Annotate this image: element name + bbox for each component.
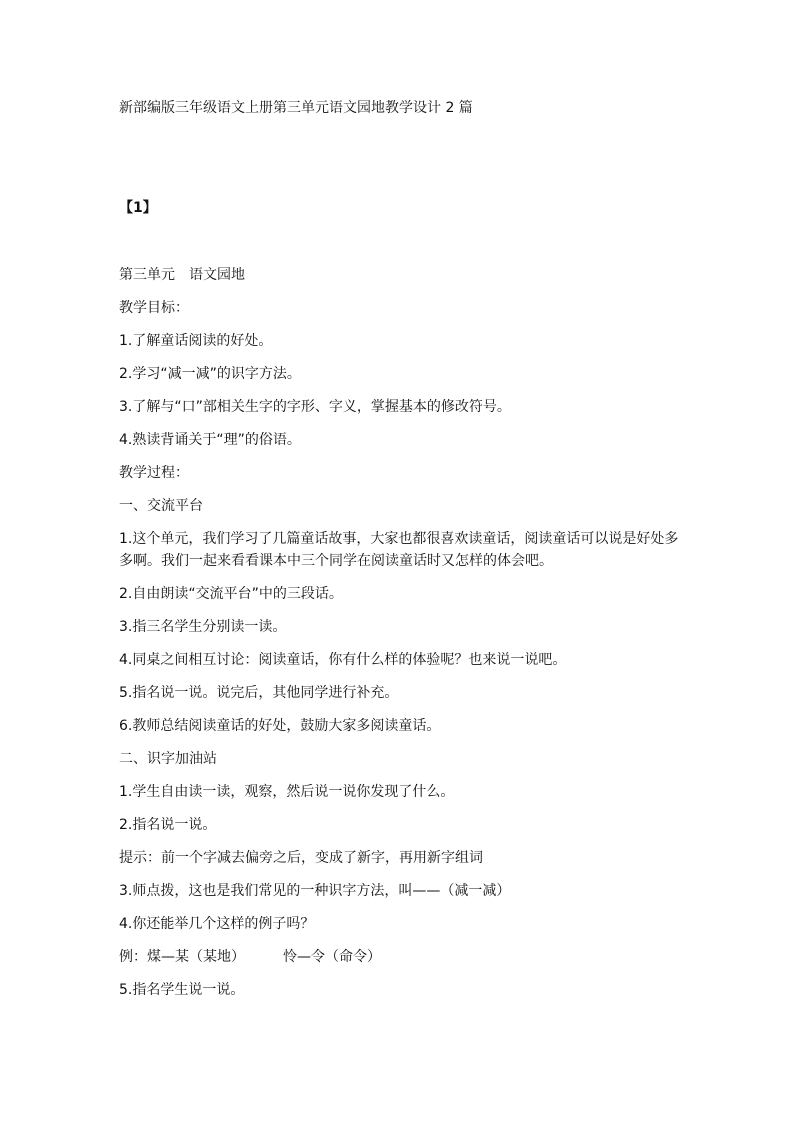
- part1-item: 2.自由朗读“交流平台”中的三段话。: [119, 586, 343, 602]
- part2-item: 4.你还能举几个这样的例子吗？: [119, 916, 315, 932]
- unit-heading: [119, 265, 245, 285]
- part1-item-1-line-2: 多啊。我们一起来看看课本中三个同学在阅读童话时又怎样的体会吧。: [119, 553, 553, 569]
- section-marker: 【1】: [119, 200, 157, 216]
- part2-hint: 提示：前一个字减去偏旁之后，变成了新字，再用新字组词: [119, 850, 483, 866]
- document-title: 新部编版三年级语文上册第三单元语文园地教学设计 2 篇: [119, 100, 473, 116]
- example-a: 例：煤—某（某地）: [119, 949, 245, 965]
- objective-item: 4.熟读背诵关于“理”的俗语。: [119, 432, 301, 448]
- part1-item-1-line-1: 1.这个单元，我们学习了几篇童话故事，大家也都很喜欢读童话，阅读童话可以说是好处多: [119, 531, 679, 547]
- part1-item: 5.指名说一说。说完后，其他同学进行补充。: [119, 685, 399, 701]
- part1-item: 3.指三名学生分别读一读。: [119, 619, 287, 635]
- unit-topic: 语文园地: [189, 267, 245, 283]
- part2-item: 1.学生自由读一读，观察，然后说一说你发现了什么。: [119, 784, 455, 800]
- part1-item: 6.教师总结阅读童话的好处，鼓励大家多阅读童话。: [119, 718, 441, 734]
- objective-item: 2.学习“减一减”的识字方法。: [119, 366, 301, 382]
- part2-example: [119, 947, 381, 967]
- objectives-heading: 教学目标：: [119, 300, 189, 316]
- part2-item: 5.指名学生说一说。: [119, 982, 245, 998]
- objective-item: 3.了解与“口”部相关生字的字形、字义，掌握基本的修改符号。: [119, 399, 511, 415]
- objective-item: 1.了解童话阅读的好处。: [119, 333, 273, 349]
- part2-item: 3.师点拨，这也是我们常见的一种识字方法，叫——（减一减）: [119, 883, 511, 899]
- unit-label: 第三单元: [119, 267, 175, 283]
- part1-item: 4.同桌之间相互讨论：阅读童话，你有什么样的体验呢？也来说一说吧。: [119, 652, 567, 668]
- part2-item: 2.指名说一说。: [119, 817, 217, 833]
- part2-heading: 二、识字加油站: [119, 751, 217, 767]
- process-heading: 教学过程：: [119, 465, 189, 481]
- example-b: 怜—令（命令）: [283, 949, 381, 965]
- part1-heading: 一、交流平台: [119, 498, 203, 514]
